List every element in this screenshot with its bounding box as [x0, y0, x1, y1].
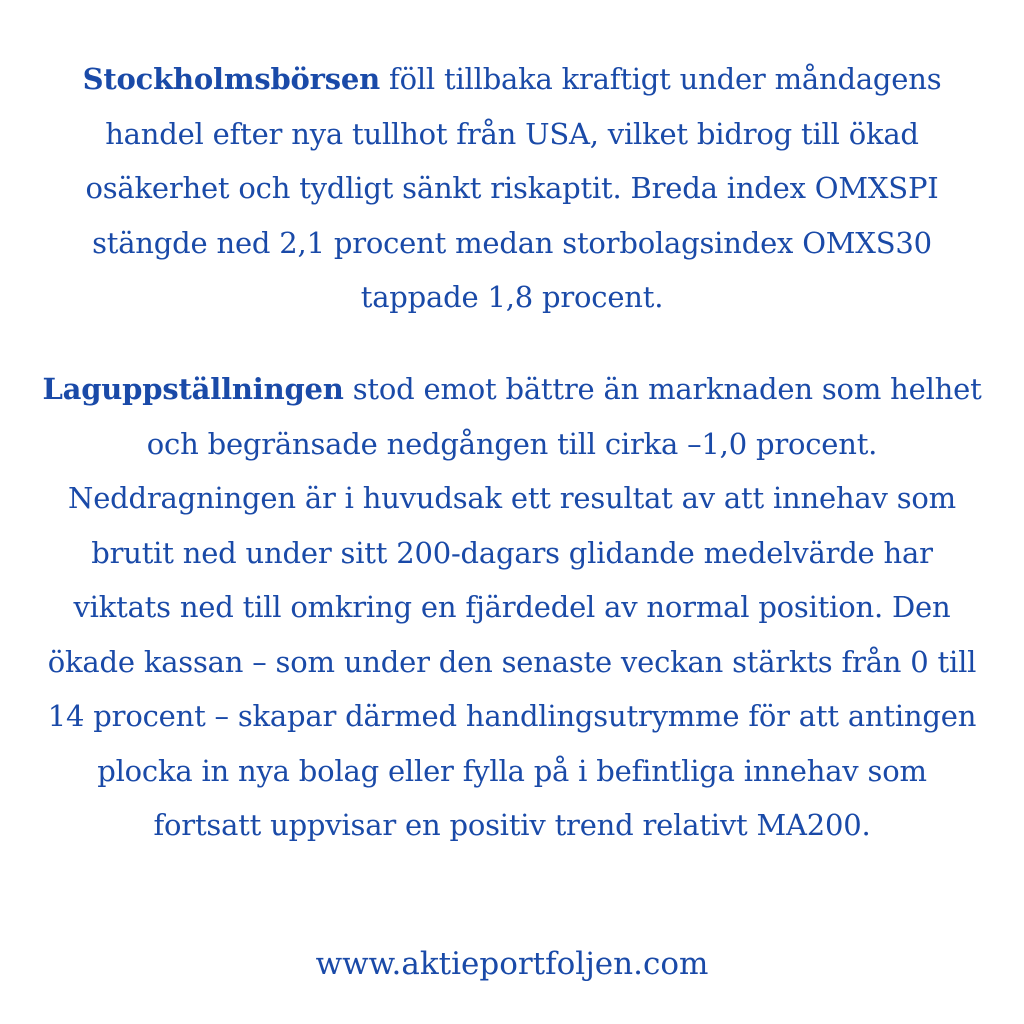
footer-website-link[interactable]: www.aktieportfoljen.com — [315, 946, 709, 982]
paragraph-lead-stockholmsborsen: Stockholmsbörsen — [82, 62, 381, 96]
paragraph-market-summary — [40, 52, 984, 325]
paragraph-portfolio-summary — [40, 362, 984, 853]
paragraph-body-market: föll tillbaka kraftigt under måndagens handel efter nya tullhot från USA, vilket bidrog till ökad osäkerhet och tydligt sänkt riskaptit. Breda index OMXSPI stängde ned 2,1 procent medan storbolagsindex OMXS30 tappade 1,8 procent. — [85, 62, 942, 314]
paragraph-lead-laguppstallningen: Laguppställningen — [42, 372, 344, 406]
paragraph-body-portfolio: stod emot bättre än marknaden som helhet och begränsade nedgången till cirka –1,0 procent. Neddragningen är i huvudsak ett resultat av att innehav som brutit ned under sitt 200-dagars glidande medelvärde har viktats ned till omkring en fjärdedel av normal position. Den ökade kassan – som under den senaste veckan stärkts från 0 till 14 procent – skapar därmed handlingsutrymme för att antingen plocka in nya bolag eller fylla på i befintliga innehav som fortsatt uppvisar en positiv trend relativt MA200. — [47, 372, 982, 842]
